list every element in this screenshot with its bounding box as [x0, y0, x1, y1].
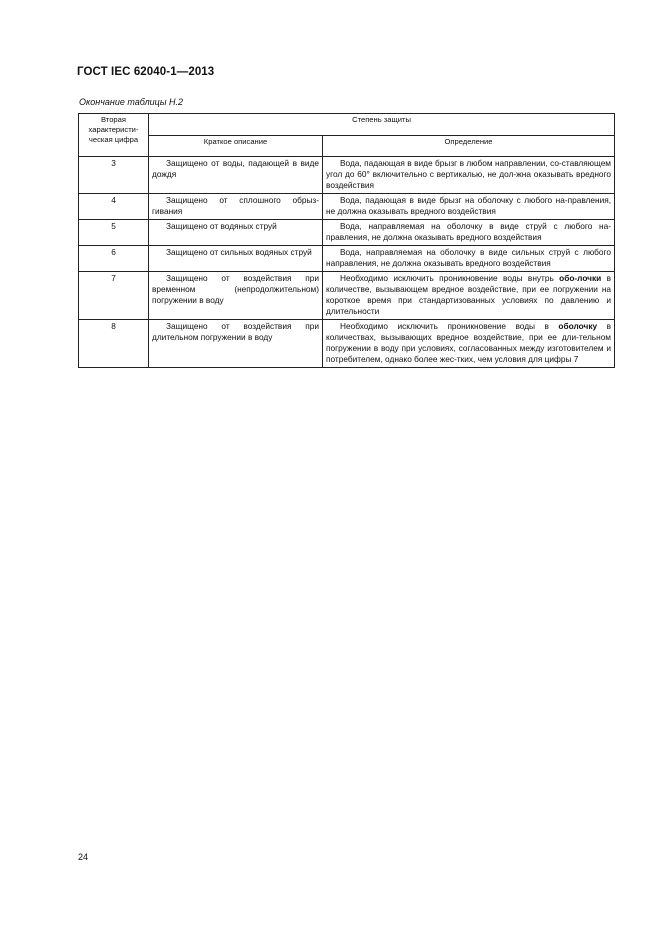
definition-text-bold: оболочку	[558, 321, 598, 331]
table-row	[79, 246, 615, 272]
table-row	[79, 272, 615, 320]
protection-degree-table	[78, 113, 615, 368]
cell-definition	[323, 272, 615, 320]
cell-definition: Вода, падающая в виде брызг на оболочку с любого на-правления, не должна оказывать вредного воздействия	[323, 194, 615, 220]
table-caption: Окончание таблицы Н.2	[79, 97, 183, 107]
definition-text-end: в количестве, вызывающем вредное воздействие, при ее погружении на короткое время при стандартизованных условиях по давлению и длительности	[326, 273, 612, 316]
document-title: ГОСТ IEC 62040-1—2013	[77, 66, 215, 78]
cell-brief: Защищено от воздействия при длительном погружении в воду	[149, 320, 323, 368]
cell-definition: Вода, направляемая на оболочку в виде сильных струй с любого направления, не должна оказывать вредного воздействия	[323, 246, 615, 272]
definition-text-end: в количествах, вызывающих вредное воздействие, при ее дли-тельном погружении в воду при условиях, согласованных между изготовителем и потребителем, однако более жес-тких, чем условия для цифры 7	[326, 321, 612, 364]
column-header-protection-degree: Степень защиты	[149, 114, 615, 136]
cell-digit: 4	[79, 194, 149, 220]
cell-digit: 3	[79, 157, 149, 194]
page-number: 24	[78, 852, 89, 862]
cell-brief: Защищено от воздействия при временном (непродолжительном) погружении в воду	[149, 272, 323, 320]
cell-definition: Вода, направляемая на оболочку в виде струй с любого на-правления, не должна оказывать вредного воздействия	[323, 220, 615, 246]
cell-definition: Вода, падающая в виде брызг в любом направлении, со-ставляющем угол до 60° включительно с вертикалью, не дол-жна оказывать вредного воздействия	[323, 157, 615, 194]
definition-text-start: Необходимо исключить проникновение воды внутрь	[340, 273, 560, 283]
cell-digit: 8	[79, 320, 149, 368]
column-header-digit: Вторая характеристи-ческая цифра	[79, 114, 149, 157]
table-row	[79, 194, 615, 220]
column-header-brief: Краткое описание	[149, 136, 323, 157]
table-subheader-row	[79, 136, 615, 157]
cell-digit: 6	[79, 246, 149, 272]
definition-text-bold: обо-лочки	[559, 273, 602, 283]
cell-definition	[323, 320, 615, 368]
table-row	[79, 320, 615, 368]
table-row	[79, 157, 615, 194]
definition-text-start: Необходимо исключить проникновение воды в	[340, 321, 559, 331]
cell-brief: Защищено от водяных струй	[149, 220, 323, 246]
table-row	[79, 220, 615, 246]
cell-brief: Защищено от воды, падающей в виде дождя	[149, 157, 323, 194]
cell-brief: Защищено от сильных водяных струй	[149, 246, 323, 272]
cell-digit: 5	[79, 220, 149, 246]
column-header-definition: Определение	[323, 136, 615, 157]
cell-brief: Защищено от сплошного обрыз-гивания	[149, 194, 323, 220]
table-header-row	[79, 114, 615, 136]
cell-digit: 7	[79, 272, 149, 320]
